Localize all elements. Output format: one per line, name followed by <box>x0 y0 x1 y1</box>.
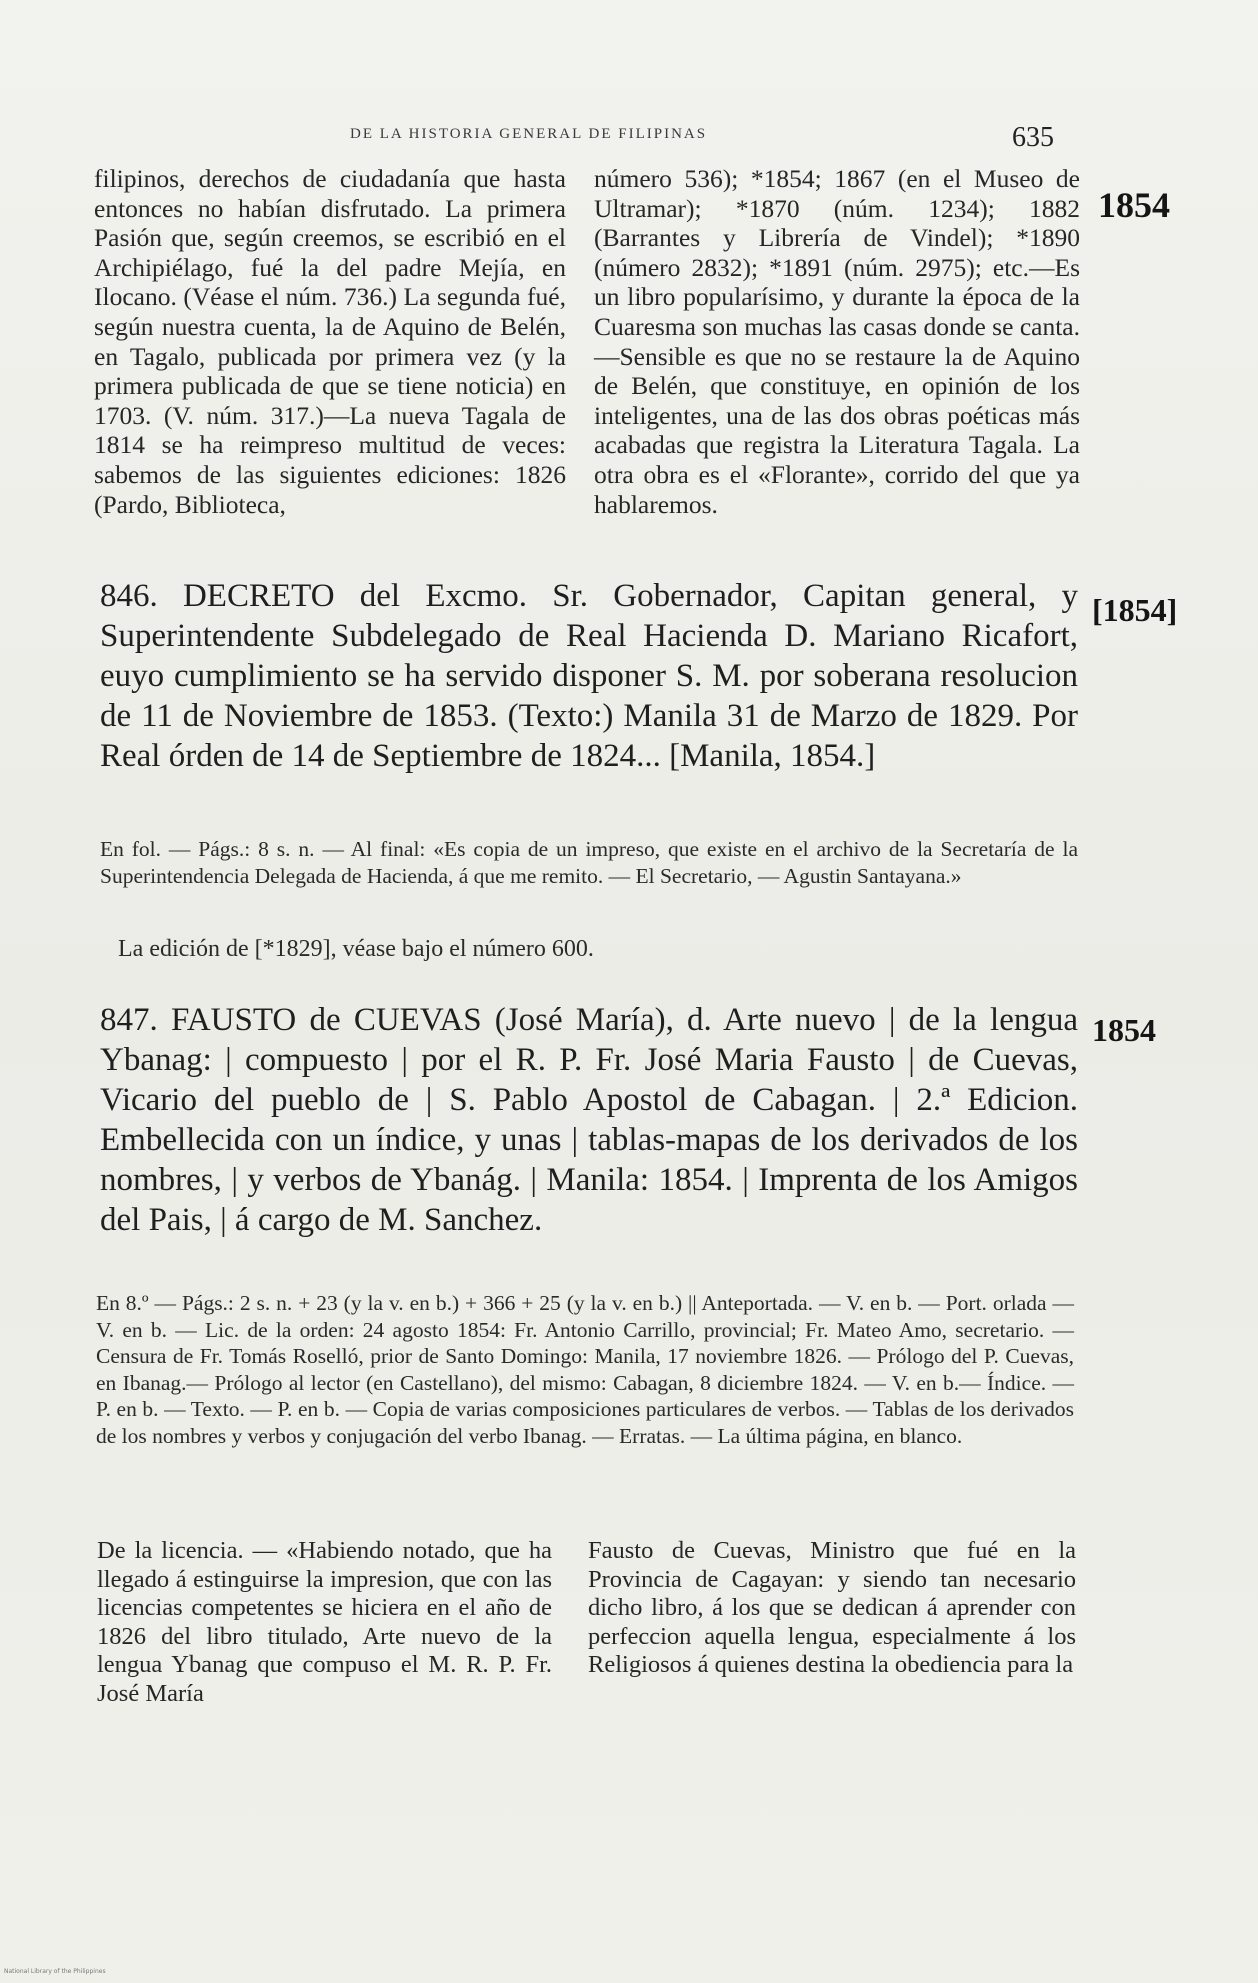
entry-846-description: En fol. — Págs.: 8 s. n. — Al final: «Es copia de un impreso, que existe en el archivo de la Secretaría de la Superintendencia Delegada de Hacienda, á que me remito. — El Secretario, — Agustin Santayana.» <box>100 837 1078 888</box>
entry-846-remark-block <box>118 934 1078 964</box>
bottom-left-text: De la licencia. — «Habiendo notado, que ha llegado á estinguirse la impresion, que con las licencias competentes se hiciera en el año de 1826 del libro titulado, Arte nuevo de la lengua Ybanag que compuso el M. R. P. Fr. José María <box>97 1537 552 1707</box>
bottom-right-text: Fausto de Cuevas, Ministro que fué en la Provincia de Cagayan: y siendo tan necesario dicho libro, á los que se dedican á aprender con perfeccion aquella lengua, especialmente á los Religiosos á quienes destina la obediencia para la <box>588 1537 1076 1678</box>
entry-846-description-block <box>100 836 1078 889</box>
running-head: DE LA HISTORIA GENERAL DE FILIPINAS <box>350 126 708 142</box>
bottom-left-column <box>97 1537 552 1708</box>
footer-mark: National Library of the Philippines <box>4 1968 106 1975</box>
entry-847-description: En 8.º — Págs.: 2 s. n. + 23 (y la v. en b.) + 366 + 25 (y la v. en b.) || Anteportada. — V. en b. — Port. orlada — V. en b. — Lic. de la orden: 24 agosto 1854: Fr. Antonio Carrillo, provincial; Fr. Mateo Amo, secretario. — Censura de Fr. Tomás Roselló, prior de Santo Domingo: Manila, 17 noviembre 1826. — Prólogo del P. Cuevas, en Ibanag.— Prólogo al lector (en Castellano), del mismo: Cabagan, 8 diciembre 1824. — V. en b.— Índice. — P. en b. — Texto. — P. en b. — Copia de varias composiciones particulares de verbos. — Tablas de los derivados de los nombres y verbos y conjugación del verbo Ibanag. — Erratas. — La última página, en blanco. <box>96 1291 1074 1448</box>
entry-846-remark: La edición de [*1829], véase bajo el número 600. <box>118 936 594 962</box>
top-left-column <box>94 164 566 519</box>
page-number: 635 <box>1012 122 1054 153</box>
entry-846 <box>100 576 1078 776</box>
entry-846-heading: 846. DECRETO del Excmo. Sr. Gobernador, Capitan general, y Superintendente Subdelegado de Real Hacienda D. Mariano Ricafort, euyo cumplimiento se ha servido disponer S. M. por soberana resolucion de 11 de Noviembre de 1853. (Texto:) Manila 31 de Marzo de 1829. Por Real órden de 14 de Septiembre de 1824... [Manila, 1854.] <box>100 578 1078 774</box>
entry-847-heading: 847. FAUSTO de CUEVAS (José María), d. Arte nuevo | de la lengua Ybanag: | compuesto | por el R. P. Fr. José Maria Fausto | de Cuevas, Vicario del pueblo de | S. Pablo Apostol de Cabagan. | 2.ª Edicion. Embellecida con un índice, y unas | tablas-mapas de los derivados de los nombres, | y verbos de Ybanág. | Manila: 1854. | Imprenta de los Amigos del Pais, | á cargo de M. Sanchez. <box>100 1002 1078 1238</box>
margin-year-top: 1854 <box>1098 185 1170 225</box>
margin-year-846: [1854] <box>1092 592 1178 628</box>
top-right-text: número 536); *1854; 1867 (en el Museo de Ultramar); *1870 (núm. 1234); 1882 (Barrantes y Librería de Vindel); *1890 (número 2832); *1891 (núm. 2975); etc.—Es un libro popularísimo, y durante la época de la Cuaresma son muchas las casas donde se canta.—Sensible es que no se restaure la de Aquino de Belén, que constituye, en opinión de los inteligentes, una de las dos obras poéticas más acabadas que registra la Literatura Tagala. La otra obra es el «Florante», corrido del que ya hablaremos. <box>594 164 1080 519</box>
entry-847-description-block <box>96 1290 1074 1449</box>
bottom-right-column <box>588 1537 1076 1680</box>
top-left-text: filipinos, derechos de ciudadanía que hasta entonces no habían disfrutado. La primera Pasión que, según creemos, se escribió en el Archipiélago, fué la del padre Mejía, en Ilocano. (Véase el núm. 736.) La segunda fué, según nuestra cuenta, la de Aquino de Belén, en Tagalo, publicada por primera vez (y la primera publicada de que se tiene noticia) en 1703. (V. núm. 317.)—La nueva Tagala de 1814 se ha reimpreso multitud de veces: sabemos de las siguientes ediciones: 1826 (Pardo, Biblioteca, <box>94 164 566 519</box>
entry-847 <box>100 1000 1078 1240</box>
margin-year-847: 1854 <box>1092 1012 1156 1048</box>
top-right-column <box>594 164 1080 519</box>
